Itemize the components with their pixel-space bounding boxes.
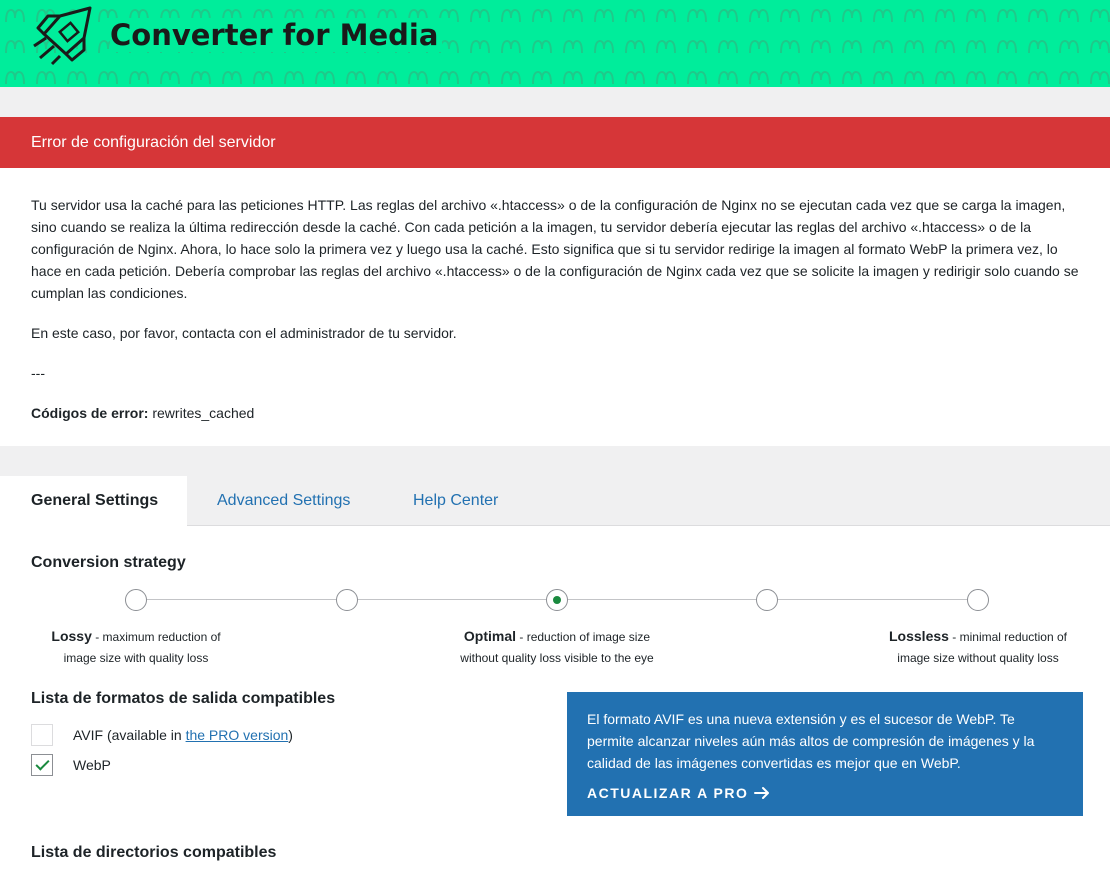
webp-label: WebP: [73, 757, 111, 773]
app-title: Converter for Media: [110, 18, 442, 52]
error-separator: ---: [31, 365, 45, 381]
error-codes: [31, 402, 1079, 424]
error-codes-value: rewrites_cached: [152, 405, 255, 421]
output-formats-heading: Lista de formatos de salida compatibles: [31, 690, 336, 707]
strategy-label-optimal: [447, 626, 667, 669]
error-codes-label: Códigos de error:: [31, 405, 149, 421]
general-settings-panel: [0, 526, 1110, 880]
strategy-name-optimal: Optimal: [463, 628, 517, 644]
strategy-option-optimal[interactable]: [546, 589, 568, 611]
strategy-desc-lossless-2: image size without quality loss: [897, 651, 1059, 665]
strategy-desc-lossy-2: image size with quality loss: [63, 651, 209, 665]
error-body: [0, 168, 1110, 424]
strategy-label-lossless: [868, 626, 1088, 669]
error-contact-text: En este caso, por favor, contacta con el administrador de tu servidor.: [31, 325, 457, 341]
strategy-desc-lossy-1: - maximum reduction of: [91, 630, 221, 644]
strategy-desc-optimal-1: - reduction of image size: [516, 630, 651, 644]
tab-help-center[interactable]: Help Center: [413, 492, 499, 509]
error-paragraph: Tu servidor usa la caché para las peticiones HTTP. Las reglas del archivo «.htaccess» o de la configuración de Nginx no se ejecutan cada vez que se carga la imagen, sino cuando se realiza la última redirección desde la caché. Con cada petición a la imagen, tu servidor debería ejecutar las reglas del archivo «.htaccess» o de la configuración de Nginx. Ahora, lo hace solo la primera vez y luego usa la caché. Esto significa que si tu servidor redirige la imagen al formato WebP la primera vez, lo hace en cada petición. Debería comprobar las reglas del archivo «.htaccess» o de la configuración de Nginx cada vez que se solicite la imagen y redirigir solo cuando se cumplan las condiciones.: [31, 197, 1079, 301]
avif-label-suffix: ): [288, 727, 293, 743]
pro-version-link[interactable]: the PRO version: [185, 727, 289, 743]
strategy-option-lossless[interactable]: [967, 589, 989, 611]
conversion-strategy-heading: Conversion strategy: [31, 554, 186, 571]
arrow-right-icon: [754, 786, 770, 800]
upgrade-pro-button[interactable]: [587, 782, 1063, 804]
rocket-logo-icon: [30, 6, 96, 68]
strategy-label-lossy: [26, 626, 246, 669]
avif-label-text: AVIF (available in: [73, 727, 186, 743]
error-title: Error de configuración del servidor: [0, 117, 1110, 168]
promo-text: El formato AVIF es una nueva extensión y es el sucesor de WebP. Te permite alcanzar niveles aún más altos de compresión de imágenes y la calidad de las imágenes convertidas es mejor que en WebP.: [587, 711, 1035, 771]
strategy-desc-optimal-2: without quality loss visible to the eye: [460, 651, 654, 665]
format-row-webp: [31, 754, 111, 776]
settings-tabs: [0, 476, 1110, 526]
tab-general-settings[interactable]: General Settings: [0, 476, 187, 527]
format-row-avif: [31, 724, 293, 746]
directories-heading: Lista de directorios compatibles: [31, 844, 277, 861]
error-notice: [0, 117, 1110, 446]
webp-checkbox[interactable]: [31, 754, 53, 776]
strategy-name-lossy: Lossy: [51, 628, 92, 644]
strategy-desc-lossless-1: - minimal reduction of: [948, 630, 1067, 644]
upgrade-pro-label: ACTUALIZAR A PRO: [587, 785, 749, 801]
avif-label: [73, 727, 293, 743]
avif-checkbox[interactable]: [31, 724, 53, 746]
strategy-option-4[interactable]: [756, 589, 778, 611]
header-banner: [0, 0, 1110, 87]
strategy-option-2[interactable]: [336, 589, 358, 611]
avif-promo-box: [567, 692, 1083, 816]
strategy-name-lossless: Lossless: [889, 628, 949, 644]
tab-advanced-settings[interactable]: Advanced Settings: [217, 492, 351, 509]
strategy-option-lossy[interactable]: [125, 589, 147, 611]
